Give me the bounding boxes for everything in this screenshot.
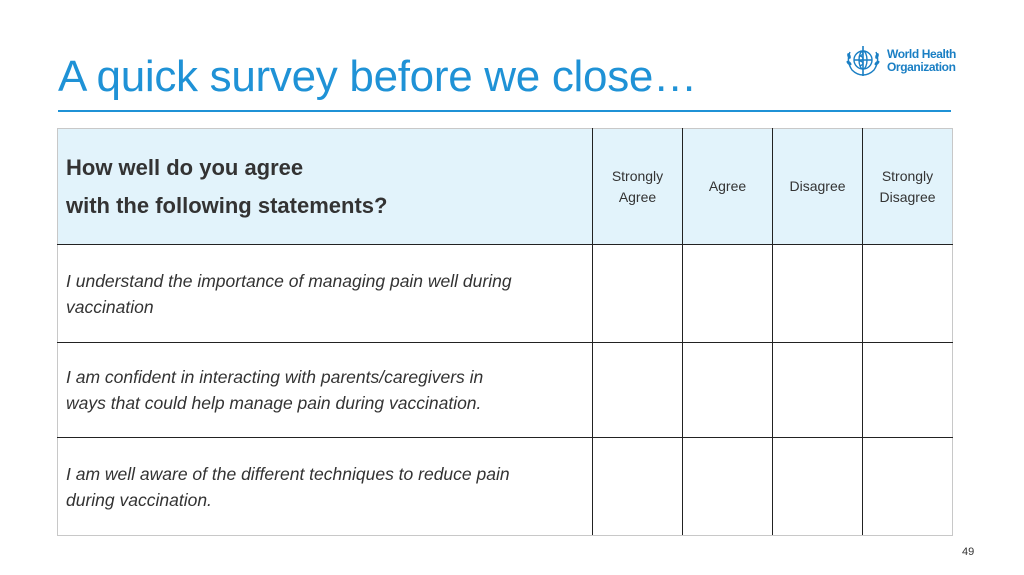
statement-text [58,438,593,536]
title-divider [58,110,951,112]
option-label-line1: Strongly [611,167,664,184]
response-cell-disagree[interactable] [773,438,863,536]
statement-row [58,245,953,343]
statement-line1: I understand the importance of managing pain well during [66,270,512,291]
response-cell-strongly-disagree[interactable] [863,438,953,536]
page-number: 49 [962,546,975,558]
response-cell-strongly-agree[interactable] [593,245,683,343]
statement-text [58,245,593,343]
logo-line1: World Health [887,47,956,61]
statement-line2: vaccination [66,296,154,317]
option-header-strongly-disagree [863,129,953,245]
survey-table [57,128,953,536]
option-label-line2: Disagree [879,188,936,205]
response-cell-strongly-agree[interactable] [593,343,683,438]
response-cell-disagree[interactable] [773,343,863,438]
response-cell-agree[interactable] [683,245,773,343]
statement-text [58,343,593,438]
option-header-strongly-agree [593,129,683,245]
response-cell-agree[interactable] [683,438,773,536]
option-header-agree [683,129,773,245]
option-label-line1: Disagree [789,178,846,194]
response-cell-strongly-disagree[interactable] [863,245,953,343]
statement-row [58,438,953,536]
slide-title: A quick survey before we close… [58,52,697,101]
who-logo [843,42,956,80]
response-cell-disagree[interactable] [773,245,863,343]
statement-row [58,343,953,438]
response-cell-strongly-agree[interactable] [593,438,683,536]
response-cell-strongly-disagree[interactable] [863,343,953,438]
option-label-line1: Agree [708,178,747,194]
response-cell-agree[interactable] [683,343,773,438]
question-line1: How well do you agree [66,154,304,180]
statement-line2: ways that could help manage pain during vaccination. [66,393,482,413]
statement-line1: I am confident in interacting with parents/caregivers in [66,367,484,387]
option-label-line1: Strongly [881,167,934,184]
who-logo-text [887,48,956,74]
statement-line2: during vaccination. [66,489,212,510]
option-header-disagree [773,129,863,245]
question-line2: with the following statements? [66,192,388,218]
option-label-line2: Agree [618,188,657,205]
statement-line1: I am well aware of the different techniques to reduce pain [66,463,510,484]
who-emblem-icon [843,42,883,80]
logo-line2: Organization [887,60,956,74]
survey-header-row [58,129,953,245]
question-header [58,129,593,245]
